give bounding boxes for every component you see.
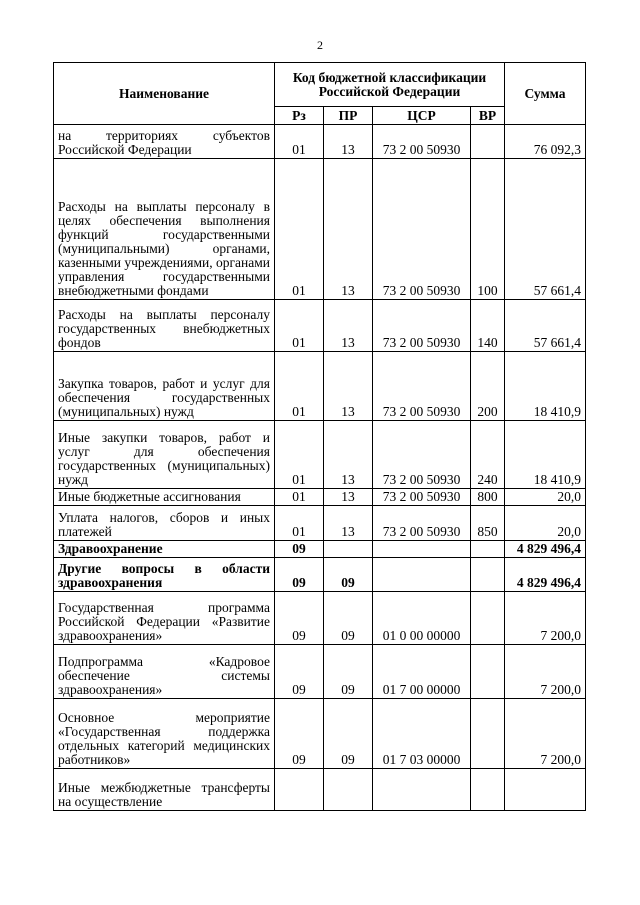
row-rz: 09 <box>275 592 324 645</box>
row-name: Другие вопросы в области здравоохранения <box>54 558 275 592</box>
row-sum: 57 661,4 <box>505 159 586 300</box>
row-sum: 57 661,4 <box>505 300 586 352</box>
table-row <box>54 489 586 506</box>
row-pr <box>324 769 373 811</box>
header-sum: Сумма <box>505 63 586 125</box>
row-rz: 01 <box>275 159 324 300</box>
row-name: Подпрограмма «Кадровое обеспечение системы здравоохранения» <box>54 645 275 699</box>
header-rz: Рз <box>275 107 324 125</box>
row-name: Расходы на выплаты персоналу в целях обеспечения выполнения функций государственными (муниципальными) органами, казенными учреждениями, органами управления государственными внебюджетными фондами <box>54 159 275 300</box>
row-csr: 73 2 00 50930 <box>373 506 471 541</box>
table-row <box>54 558 586 592</box>
row-name: Иные закупки товаров, работ и услуг для обеспечения государственных (муниципальных) нужд <box>54 421 275 489</box>
row-rz: 01 <box>275 421 324 489</box>
row-rz: 09 <box>275 699 324 769</box>
table-row <box>54 421 586 489</box>
row-vr: 800 <box>471 489 505 506</box>
row-name: Здравоохранение <box>54 541 275 558</box>
row-sum: 18 410,9 <box>505 352 586 421</box>
table-row <box>54 506 586 541</box>
page-number: 2 <box>317 38 323 52</box>
row-csr: 73 2 00 50930 <box>373 352 471 421</box>
row-pr: 13 <box>324 300 373 352</box>
row-sum: 76 092,3 <box>505 125 586 159</box>
row-pr <box>324 541 373 558</box>
row-vr: 240 <box>471 421 505 489</box>
row-csr: 01 7 00 00000 <box>373 645 471 699</box>
row-rz: 09 <box>275 645 324 699</box>
row-pr: 13 <box>324 489 373 506</box>
row-pr: 09 <box>324 558 373 592</box>
header-pr: ПР <box>324 107 373 125</box>
row-csr: 01 0 00 00000 <box>373 592 471 645</box>
row-rz <box>275 769 324 811</box>
header-csr: ЦСР <box>373 107 471 125</box>
row-rz: 01 <box>275 489 324 506</box>
row-sum: 7 200,0 <box>505 699 586 769</box>
row-csr <box>373 541 471 558</box>
row-sum: 18 410,9 <box>505 421 586 489</box>
row-rz: 09 <box>275 541 324 558</box>
row-rz: 01 <box>275 125 324 159</box>
row-sum: 20,0 <box>505 489 586 506</box>
row-csr <box>373 558 471 592</box>
row-csr: 73 2 00 50930 <box>373 421 471 489</box>
row-sum: 4 829 496,4 <box>505 558 586 592</box>
row-sum <box>505 769 586 811</box>
row-vr <box>471 125 505 159</box>
row-vr: 850 <box>471 506 505 541</box>
row-sum: 4 829 496,4 <box>505 541 586 558</box>
row-sum: 20,0 <box>505 506 586 541</box>
row-csr: 73 2 00 50930 <box>373 159 471 300</box>
row-vr: 200 <box>471 352 505 421</box>
row-name: Иные межбюджетные трансферты на осуществление <box>54 769 275 811</box>
row-name: Иные бюджетные ассигнования <box>54 489 275 506</box>
row-name: Основное мероприятие «Государственная поддержка отдельных категорий медицинских работников» <box>54 699 275 769</box>
table-row <box>54 125 586 159</box>
row-rz: 09 <box>275 558 324 592</box>
table-row <box>54 645 586 699</box>
row-csr <box>373 769 471 811</box>
row-rz: 01 <box>275 300 324 352</box>
row-name: Расходы на выплаты персоналу государственных внебюджетных фондов <box>54 300 275 352</box>
row-pr: 09 <box>324 699 373 769</box>
row-pr: 13 <box>324 159 373 300</box>
row-csr: 01 7 03 00000 <box>373 699 471 769</box>
row-vr <box>471 558 505 592</box>
row-csr: 73 2 00 50930 <box>373 300 471 352</box>
table-row <box>54 769 586 811</box>
table-row <box>54 592 586 645</box>
row-pr: 13 <box>324 125 373 159</box>
row-vr: 140 <box>471 300 505 352</box>
row-vr: 100 <box>471 159 505 300</box>
header-code-group: Код бюджетной классификации Российской Федерации <box>275 63 505 107</box>
row-csr: 73 2 00 50930 <box>373 489 471 506</box>
table-row <box>54 352 586 421</box>
row-pr: 13 <box>324 506 373 541</box>
row-vr <box>471 769 505 811</box>
header-vr: ВР <box>471 107 505 125</box>
row-pr: 13 <box>324 352 373 421</box>
row-sum: 7 200,0 <box>505 592 586 645</box>
row-vr <box>471 699 505 769</box>
table-row <box>54 699 586 769</box>
table-row <box>54 159 586 300</box>
row-pr: 09 <box>324 645 373 699</box>
row-name: Государственная программа Российской Федерации «Развитие здравоохранения» <box>54 592 275 645</box>
row-name: на территориях субъектов Российской Федерации <box>54 125 275 159</box>
row-rz: 01 <box>275 352 324 421</box>
table-row <box>54 300 586 352</box>
row-pr: 13 <box>324 421 373 489</box>
row-name: Уплата налогов, сборов и иных платежей <box>54 506 275 541</box>
row-csr: 73 2 00 50930 <box>373 125 471 159</box>
row-vr <box>471 645 505 699</box>
table-row <box>54 541 586 558</box>
row-vr <box>471 592 505 645</box>
row-sum: 7 200,0 <box>505 645 586 699</box>
header-name: Наименование <box>54 63 275 125</box>
row-pr: 09 <box>324 592 373 645</box>
row-name: Закупка товаров, работ и услуг для обеспечения государственных (муниципальных) нужд <box>54 352 275 421</box>
budget-table <box>53 62 586 811</box>
row-vr <box>471 541 505 558</box>
row-rz: 01 <box>275 506 324 541</box>
